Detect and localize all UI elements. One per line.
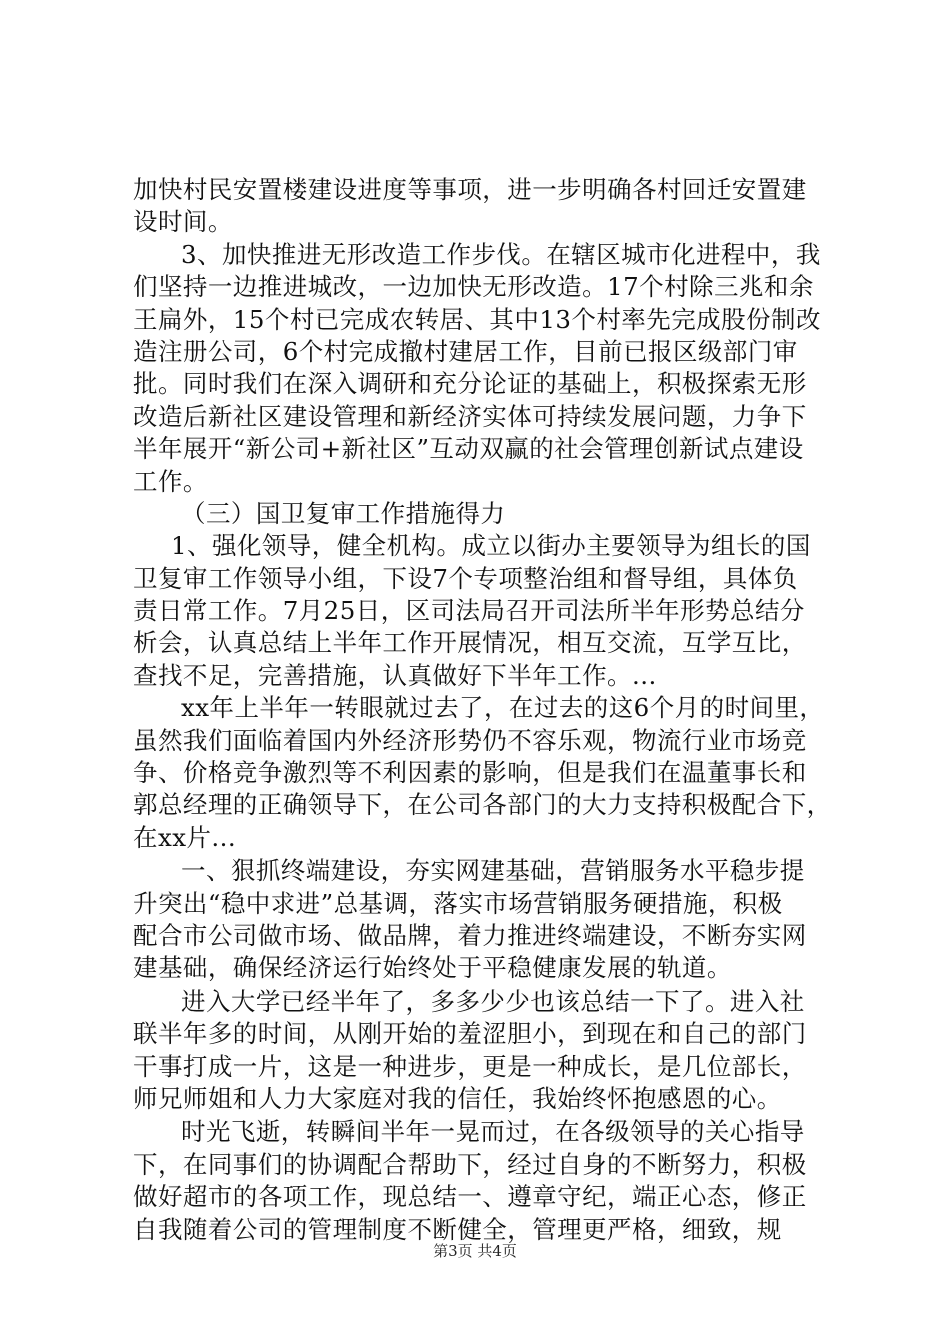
text-line: 们坚持一边推进城改，一边加快无形改造。17个村除三兆和余	[133, 272, 814, 302]
text-line: 半年展开“新公司+新社区”互动双赢的社会管理创新试点建设	[133, 434, 804, 464]
text-line: 王扁外，15个村已完成农转居、其中13个村率先完成股份制改	[133, 304, 821, 334]
text-line: 工作。	[133, 466, 208, 496]
text-line: 3、加快推进无形改造工作步伐。在辖区城市化进程中，我	[181, 239, 821, 269]
text-line: 做好超市的各项工作，现总结一、遵章守纪，端正心态，修正	[133, 1182, 807, 1212]
text-line: 造注册公司，6个村完成撤村建居工作，目前已报区级部门审	[133, 336, 798, 366]
text-line: 师兄师姐和人力大家庭对我的信任，我始终怀抱感恩的心。	[133, 1083, 782, 1113]
text-line: 1、强化领导，健全机构。成立以街办主要领导为组长的国	[171, 531, 811, 561]
text-line: 责日常工作。7月25日，区司法局召开司法所半年形势总结分	[133, 596, 805, 626]
page-number-footer: 第3页 共4页	[433, 1242, 517, 1260]
text-line: 建基础，确保经济运行始终处于平稳健康发展的轨道。	[133, 953, 732, 983]
text-line: 干事打成一片，这是一种进步，更是一种成长，是几位部长，	[133, 1051, 807, 1081]
text-line: 在xx片...	[133, 822, 237, 852]
text-line: 郭总经理的正确领导下，在公司各部门的大力支持积极配合下，	[133, 790, 832, 820]
text-line: 争、价格竞争激烈等不利因素的影响，但是我们在温董事长和	[133, 758, 807, 788]
text-line: 虽然我们面临着国内外经济形势仍不容乐观，物流行业市场竞	[133, 725, 807, 755]
text-line: 加快村民安置楼建设进度等事项，进一步明确各村回迁安置建	[133, 175, 807, 204]
text-line: 配合市公司做市场、做品牌，着力推进终端建设，不断夯实网	[133, 920, 807, 950]
text-line: 下，在同事们的协调配合帮助下，经过自身的不断努力，积极	[133, 1149, 807, 1179]
text-line: 自我随着公司的管理制度不断健全，管理更严格，细致，规	[133, 1214, 782, 1244]
section-heading: （三）国卫复审工作措施得力	[181, 498, 506, 528]
text-line: 设时间。	[133, 207, 233, 237]
document-body	[133, 174, 833, 1246]
text-line: 改造后新社区建设管理和新经济实体可持续发展问题，力争下	[133, 401, 807, 431]
text-line: 时光飞逝，转瞬间半年一晃而过，在各级领导的关心指导	[181, 1117, 805, 1147]
text-line: 进入大学已经半年了，多多少少也该总结一下了。进入社	[181, 986, 805, 1016]
text-line: 一、狠抓终端建设，夯实网建基础，营销服务水平稳步提	[181, 856, 805, 886]
text-line: xx年上半年一转眼就过去了，在过去的这6个月的时间里，	[181, 693, 825, 723]
text-line: 析会，认真总结上半年工作开展情况，相互交流，互学互比，	[133, 628, 807, 658]
text-line: 卫复审工作领导小组，下设7个专项整治组和督导组，具体负	[133, 563, 798, 593]
text-line: 查找不足，完善措施，认真做好下半年工作。...	[133, 660, 657, 690]
text-line: 联半年多的时间，从刚开始的羞涩胆小，到现在和自己的部门	[133, 1019, 807, 1049]
text-line: 批。同时我们在深入调研和充分论证的基础上，积极探索无形	[133, 369, 807, 399]
text-line: 升突出“稳中求进”总基调，落实市场营销服务硬措施，积极	[133, 888, 783, 918]
